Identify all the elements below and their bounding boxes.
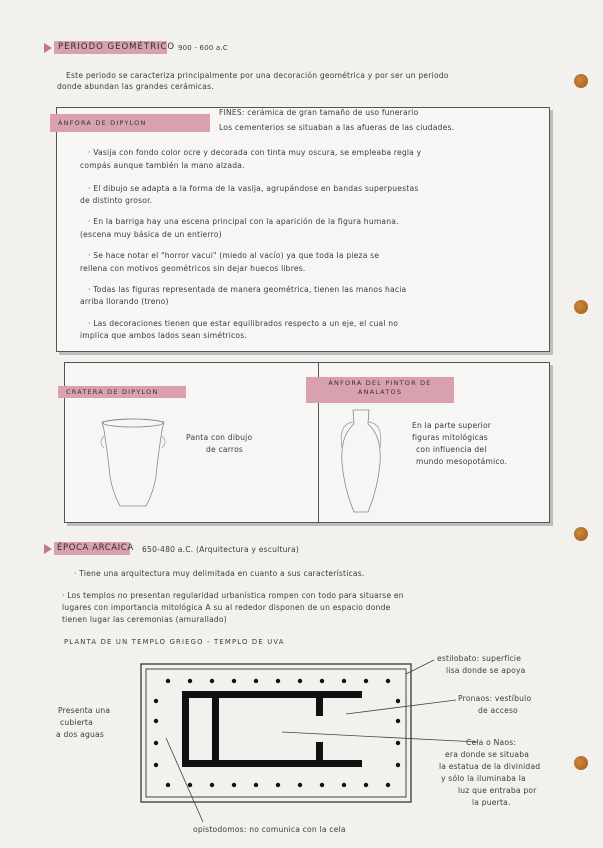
bullet-line: arriba llorando (treno): [80, 297, 169, 306]
annotation-pronaos: de acceso: [478, 706, 518, 715]
bullet-line: rellena con motivos geométricos sin dejar huecos libres.: [80, 264, 306, 273]
annotation-opistodomos: opistodomos: no comunica con la cela: [193, 825, 346, 834]
intro-line: donde abundan las grandes cerámicas.: [57, 82, 214, 91]
bullet-line: · El dibujo se adapta a la forma de la vasija, agrupándose en bandas superpuestas: [88, 184, 419, 193]
section-title: ÉPOCA ARCAICA: [57, 543, 134, 553]
annotation-cubierta: Presenta una: [58, 706, 111, 715]
annotation-cella: era donde se situaba: [445, 750, 530, 759]
arcaica-bullet: lugares con importancia mitológica A su al rededor disponen de un espacio donde: [62, 603, 391, 612]
analatos-caption: figuras mitológicas: [412, 433, 488, 442]
annotation-cubierta: a dos aguas: [56, 730, 104, 739]
analatos-caption: En la parte superior: [412, 421, 492, 430]
annotation-cella: la estatua de la divinidad: [439, 762, 541, 771]
annotation-cella: luz que entraba por: [458, 786, 537, 795]
plan-title: PLANTA DE UN TEMPLO GRIEGO - TEMPLO DE UVA: [64, 638, 285, 646]
fines-text: FINES: cerámica de gran tamaño de uso funerario: [219, 108, 419, 117]
analatos-caption: mundo mesopotámico.: [416, 457, 508, 466]
cratera-caption: de carros: [206, 445, 244, 454]
section-dates: 650-480 a.C. (Arquitectura y escultura): [142, 545, 299, 554]
bullet-line: · Todas las figuras representada de manera geométrica, tienen las manos hacia: [88, 285, 407, 294]
bullet-line: implica que ambos lados sean simétricos.: [80, 331, 248, 340]
bullet-line: · Vasija con fondo color ocre y decorada con tinta muy oscura, se empleaba regla y: [88, 148, 422, 157]
section-dates: 900 - 600 a.C: [178, 44, 228, 52]
box-tag: ÁNFORA DE DIPYLON: [50, 114, 210, 132]
bullet-line: de distinto grosor.: [80, 196, 153, 205]
bullet-line: (escena muy básica de un entierro): [80, 230, 222, 239]
section-title: PERIODO GEOMÉTRICO: [58, 42, 176, 52]
intro-line: Este periodo se caracteriza principalmente por una decoración geométrica y por ser un periodo: [66, 71, 449, 80]
bullet-line: · En la barriga hay una escena principal con la aparición de la figura humana.: [88, 217, 399, 226]
arcaica-bullet: tienen lugar las ceremonias (amurallado): [62, 615, 227, 624]
annotation-cubierta: cubierta: [60, 718, 93, 727]
annotation-cella: la puerta.: [472, 798, 511, 807]
annotation-pronaos: Pronaos: vestíbulo: [458, 694, 532, 703]
bullet-line: · Se hace notar el "horror vacui" (miedo al vacío) ya que toda la pieza se: [88, 251, 380, 260]
analatos-caption: con influencia del: [416, 445, 487, 454]
arcaica-bullet: · Tiene una arquitectura muy delimitada en cuanto a sus características.: [74, 569, 365, 578]
arcaica-bullet: · Los templos no presentan regularidad urbanística rompen con todo para situarse en: [62, 591, 404, 600]
annotation-estilobato: lisa donde se apoya: [446, 666, 526, 675]
annotation-cella: Cela o Naos:: [466, 738, 517, 747]
bullet-line: · Las decoraciones tienen que estar equilibrados respecto a un eje, el cual no: [88, 319, 399, 328]
annotation-cella: y sólo la iluminaba la: [441, 774, 526, 783]
fines-text-2: Los cementerios se situaban a las afueras de las ciudades.: [219, 123, 455, 132]
cratera-caption: Panta con dibujo: [186, 433, 253, 442]
analatos-tag-line: ÁNFORA DEL PINTOR DE: [328, 379, 432, 387]
bullet-line: compás aunque también la mano alzada.: [80, 161, 245, 170]
annotation-estilobato: estilobato: superficie: [437, 654, 522, 663]
analatos-tag-line: ANALATOS: [357, 388, 403, 397]
box-tag: CRATERA DE DIPYLON: [58, 386, 186, 398]
